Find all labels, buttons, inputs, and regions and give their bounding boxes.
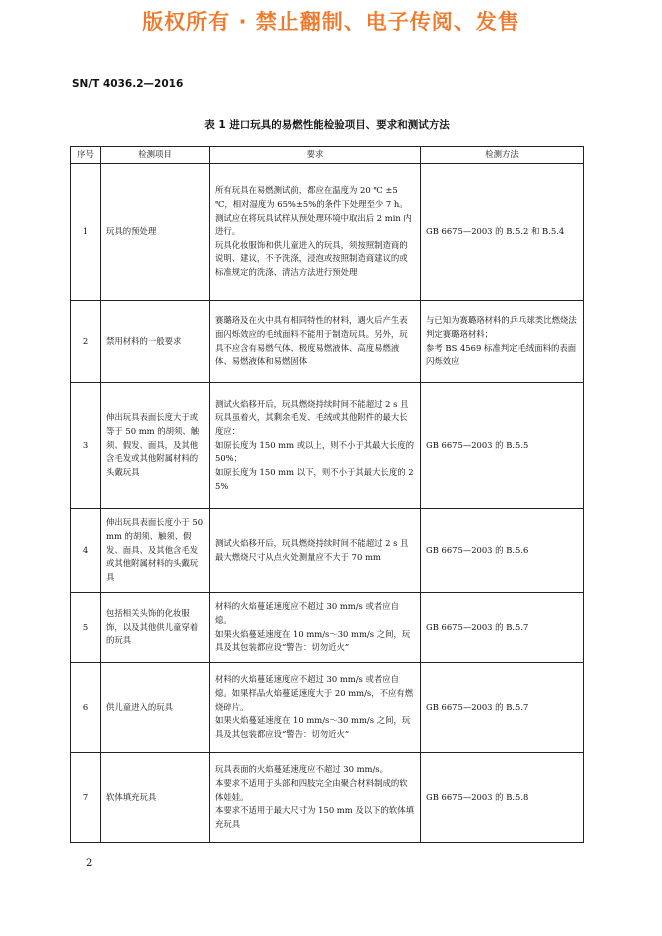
row-no: 4 xyxy=(71,509,101,593)
row-item: 供儿童进入的玩具 xyxy=(101,663,210,753)
header-method: 检测方法 xyxy=(421,147,584,164)
row-item: 禁用材料的一般要求 xyxy=(101,301,210,383)
row-method xyxy=(421,663,584,753)
method-line: 参考 BS 4569 标准判定毛绒面料的表面闪烁效应 xyxy=(426,342,577,367)
method-line: GB 6675—2003 的 B.5.6 xyxy=(426,544,529,555)
method-line: GB 6675—2003 的 B.5.2 和 B.5.4 xyxy=(426,226,565,237)
table-title: 表 1 进口玩具的易燃性能检验项目、要求和测试方法 xyxy=(204,119,450,131)
table-header-row xyxy=(71,147,584,164)
row-requirement xyxy=(210,164,421,301)
method-line: GB 6675—2003 的 B.5.7 xyxy=(426,701,529,712)
row-no: 1 xyxy=(71,164,101,301)
row-item: 包括相关头饰的化妆服饰，以及其他供儿童穿着的玩具 xyxy=(101,593,210,663)
requirement-line: 材料的火焰蔓延速度应不超过 30 mm/s 或者应自熄。 xyxy=(215,601,400,625)
requirement-line: 如原长度为 150 mm 或以上，则不小于其最大长度的 50%； xyxy=(215,439,414,464)
method-line: GB 6675—2003 的 B.5.5 xyxy=(426,439,529,450)
row-requirement xyxy=(210,753,421,843)
table-row xyxy=(71,593,584,663)
row-no: 3 xyxy=(71,383,101,509)
requirement-line: 材料的火焰蔓延速度应不超过 30 mm/s 或者应自熄。如果样品火焰蔓延速度大于 20 mm/s，不应有燃烧碎片。 xyxy=(215,674,414,712)
requirement-line: 测试火焰移开后，玩具燃烧持续时间不能超过 2 s 且玩具虽着火，其剩余毛发、毛绒或其他附件的最大长度应： xyxy=(215,398,409,437)
requirement-line: 本要求不适用于最大尺寸为 150 mm 及以下的软体填充玩具 xyxy=(215,805,414,829)
requirement-line: 赛璐珞及在火中具有相同特性的材料，遇火后产生表面闪烁效应的毛绒面料不能用于制造玩具。另外，玩具不应含有易燃气体、极度易燃液体、高度易燃液体、易燃液体和易燃固体 xyxy=(215,315,408,367)
row-no: 5 xyxy=(71,593,101,663)
page-number: 2 xyxy=(86,858,93,869)
header-item: 检测项目 xyxy=(101,147,210,164)
method-line: 与已知为赛璐珞材料的乒乓球类比燃烧法判定赛璐珞材料； xyxy=(426,315,577,339)
requirement-line: 如原长度为 150 mm 以下，则不小于其最大长度的 25% xyxy=(215,466,414,491)
flammability-spec-table xyxy=(70,146,584,843)
row-requirement xyxy=(210,383,421,509)
row-item: 伸出玩具表面长度大于或等于 50 mm 的胡须、触须、假发、面具，及其他含毛发或其他附属材料的头戴玩具 xyxy=(101,383,210,509)
requirement-line: 所有玩具在易燃测试前，都应在温度为 20 ℃ ±5 ℃，相对湿度为 65%±5%的条件下处理至少 7 h。测试应在将玩具试样从预处理环境中取出后 2 min 内进行。 xyxy=(215,185,412,237)
method-line: GB 6675—2003 的 B.5.8 xyxy=(426,791,529,802)
header-no: 序号 xyxy=(71,147,101,164)
row-method xyxy=(421,509,584,593)
table-row xyxy=(71,383,584,509)
row-item: 玩具的预处理 xyxy=(101,164,210,301)
row-requirement xyxy=(210,509,421,593)
requirement-line: 本要求不适用于头部和四肢完全由聚合材料制成的软体娃娃。 xyxy=(215,778,408,802)
requirement-line: 玩具化妆服饰和供儿童进入的玩具，须按照制造商的说明、建议，不予洗涤，浸泡或按照制造商建议的或标准规定的洗涤、清洁方法进行预处理 xyxy=(215,239,408,278)
row-method xyxy=(421,593,584,663)
table-row xyxy=(71,509,584,593)
requirement-line: 玩具表面的火焰蔓延速度应不超过 30 mm/s。 xyxy=(215,764,388,775)
row-requirement xyxy=(210,301,421,383)
standard-id: SN/T 4036.2—2016 xyxy=(72,78,184,90)
table-row xyxy=(71,753,584,843)
requirement-line: 如果火焰蔓延速度在 10 mm/s～30 mm/s 之间，玩具及其包装都应设“警告：切勿近火” xyxy=(215,628,411,653)
table-row xyxy=(71,164,584,301)
row-method xyxy=(421,753,584,843)
copyright-watermark: 版权所有 · 禁止翻制、电子传阅、发售 xyxy=(142,10,520,34)
row-method xyxy=(421,301,584,383)
row-no: 2 xyxy=(71,301,101,383)
row-no: 6 xyxy=(71,663,101,753)
table-row xyxy=(71,663,584,753)
row-no: 7 xyxy=(71,753,101,843)
method-line: GB 6675—2003 的 B.5.7 xyxy=(426,621,529,632)
table-row xyxy=(71,301,584,383)
row-method xyxy=(421,164,584,301)
row-requirement xyxy=(210,663,421,753)
header-requirement: 要求 xyxy=(210,147,421,164)
row-item: 软体填充玩具 xyxy=(101,753,210,843)
row-requirement xyxy=(210,593,421,663)
requirement-line: 如果火焰蔓延速度在 10 mm/s～30 mm/s 之间，玩具及其包装都应设“警告：切勿近火” xyxy=(215,715,411,739)
row-method xyxy=(421,383,584,509)
row-item: 伸出玩具表面长度小于 50 mm 的胡须、触须、假发、面具、及其他含毛发或其他附属材料的头戴玩具 xyxy=(101,509,210,593)
requirement-line: 测试火焰移开后，玩具燃烧持续时间不能超过 2 s 且最大燃烧尺寸从点火处测量应不大于 70 mm xyxy=(215,537,409,562)
